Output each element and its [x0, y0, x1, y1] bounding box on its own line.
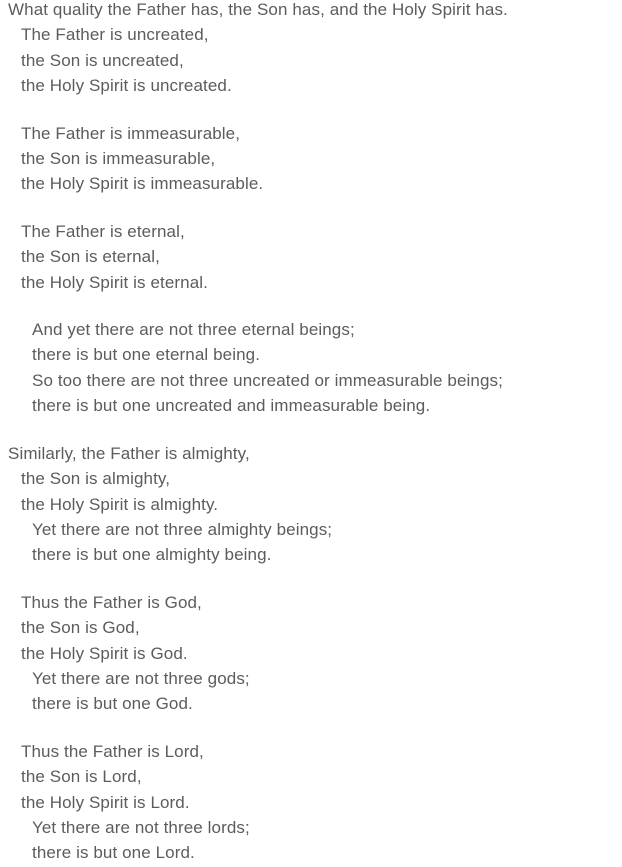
creed-line: the Holy Spirit is uncreated. — [21, 76, 232, 96]
stanza — [0, 219, 622, 295]
creed-line: Yet there are not three almighty beings; — [32, 519, 333, 539]
creed-line: there is but one uncreated and immeasurable being. — [32, 396, 431, 416]
creed-line: The Father is eternal, — [21, 221, 185, 241]
creed-line: Similarly, the Father is almighty, — [8, 443, 250, 463]
creed-line: there is but one almighty being. — [32, 545, 272, 565]
creed-line: the Holy Spirit is God. — [21, 643, 188, 663]
stanza — [0, 590, 622, 717]
creed-line: The Father is immeasurable, — [21, 123, 241, 143]
creed-line: Thus the Father is Lord, — [21, 741, 204, 761]
creed-line: And yet there are not three eternal beings; — [32, 320, 355, 340]
stanza — [0, 0, 622, 99]
creed-line: The Father is uncreated, — [21, 25, 209, 45]
creed-line: the Son is eternal, — [21, 247, 160, 267]
creed-line: there is but one God. — [32, 694, 193, 714]
creed-line: the Son is Lord, — [21, 767, 142, 787]
stanza — [0, 441, 622, 568]
stanza — [0, 317, 622, 419]
creed-line: the Holy Spirit is Lord. — [21, 792, 190, 812]
creed-line: the Son is uncreated, — [21, 50, 184, 70]
creed-line: Yet there are not three lords; — [32, 817, 250, 837]
creed-line: the Holy Spirit is eternal. — [21, 272, 208, 292]
creed-line: Thus the Father is God, — [21, 592, 202, 612]
stanza — [0, 121, 622, 197]
creed-line: the Holy Spirit is almighty. — [21, 494, 219, 514]
creed-line: Yet there are not three gods; — [32, 668, 250, 688]
creed-line: the Holy Spirit is immeasurable. — [21, 174, 264, 194]
creed-line: the Son is almighty, — [21, 469, 171, 489]
creed-line: the Son is immeasurable, — [21, 149, 216, 169]
stanza — [0, 739, 622, 866]
creed-line: What quality the Father has, the Son has, and the Holy Spirit has. — [8, 0, 508, 19]
creed-line: the Son is God, — [21, 618, 140, 638]
creed-line: there is but one Lord. — [32, 843, 195, 863]
creed-line: there is but one eternal being. — [32, 345, 261, 365]
creed-line: So too there are not three uncreated or immeasurable beings; — [32, 370, 503, 390]
